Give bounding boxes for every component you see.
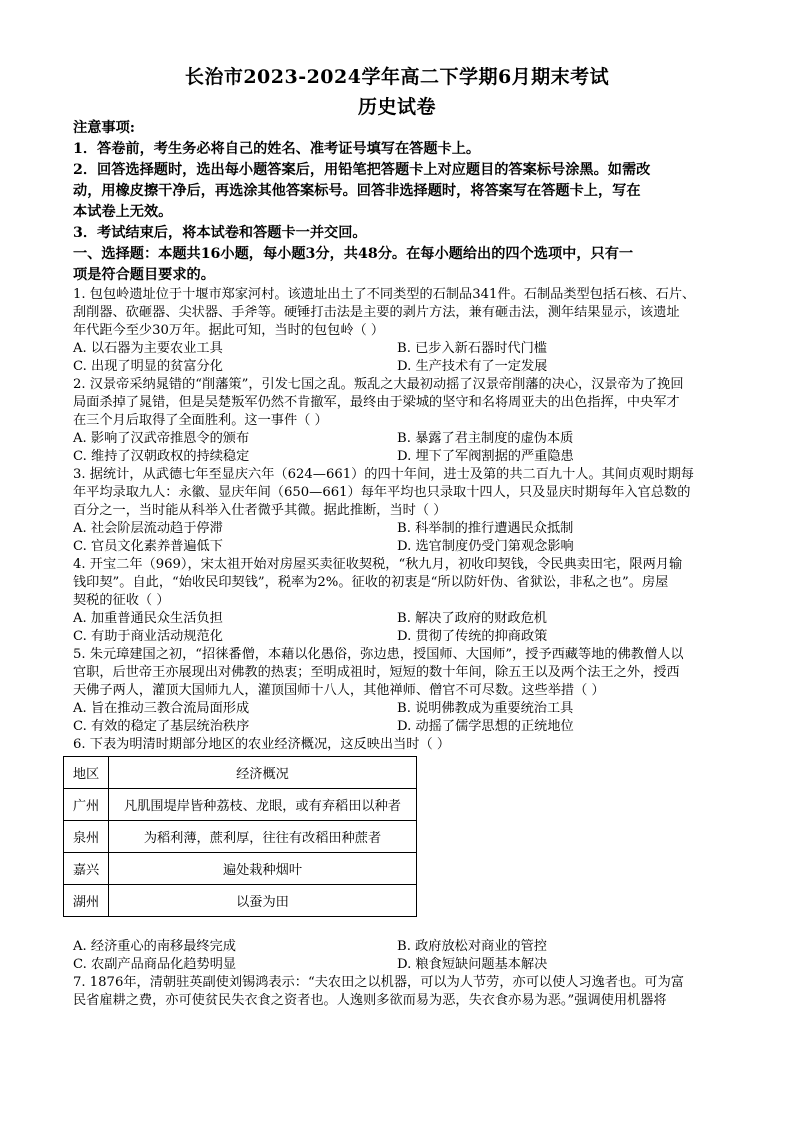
question-text: 5. 朱元璋建国之初，“招徕番僧，本藉以化愚俗，弥边患，授国师、大国师”，授予西藏等地的佛教僧人以 xyxy=(73,647,684,662)
section-heading: 一、选择题：本题共16小题，每小题3分，共48分。在每小题给出的四个选项中，只有一 xyxy=(73,246,634,262)
question-text: 民省雇耕之费，亦可使贫民失衣食之资者也。人逸则多欲而易为恶，失衣食亦易为恶。”强调使用机器将 xyxy=(73,993,667,1008)
table-cell: 凡肌围堤岸皆种荔枝、龙眼，或有弃稻田以种者 xyxy=(109,789,417,821)
table-row xyxy=(64,789,417,821)
table-row xyxy=(64,885,417,917)
exam-subtitle: 历史试卷 xyxy=(357,96,436,118)
option-b: B. 暴露了君主制度的虚伪本质 xyxy=(397,431,574,446)
section-heading: 项是符合题目要求的。 xyxy=(73,267,215,283)
question-text: 4. 开宝二年（969），宋太祖开始对房屋买卖征收契税，“秋九月，初收印契钱，令民典卖田宅，限两月输 xyxy=(73,557,683,572)
question-text: 年代距今至少30万年。据此可知，当时的包包岭（ ） xyxy=(73,323,385,338)
question-text: 百分之一，当时能从科举入仕者微乎其微。据此推断，当时（ ） xyxy=(73,503,447,518)
question-text: 官职，后世帝王亦展现出对佛教的热衷；至明成祖时，短短的数十年间，除五王以及两个法王之外，授西 xyxy=(73,665,680,680)
option-b: B. 解决了政府的财政危机 xyxy=(397,611,547,626)
option-b: B. 说明佛教成为重要统治工具 xyxy=(397,701,574,716)
notice-line: 1．答卷前，考生务必将自己的姓名、准考证号填写在答题卡上。 xyxy=(73,141,481,157)
table-cell: 以蚕为田 xyxy=(109,885,417,917)
option-c: C. 农副产品商品化趋势明显 xyxy=(73,957,237,972)
option-d: D. 粮食短缺问题基本解决 xyxy=(397,957,548,972)
notice-line: 本试卷上无效。 xyxy=(73,204,173,220)
table-cell: 嘉兴 xyxy=(64,853,109,885)
option-d: D. 贯彻了传统的抑商政策 xyxy=(397,629,548,644)
option-d: D. 动摇了儒学思想的正统地位 xyxy=(397,719,574,734)
notice-line: 动，用橡皮擦干净后，再选涂其他答案标号。回答非选择题时，将答案写在答题卡上，写在 xyxy=(73,183,641,199)
question-text: 7. 1876年，清朝驻英副使刘锡鸿表示：“夫农田之以机器，可以为人节劳，亦可以使人习逸者也。可为富 xyxy=(73,975,684,990)
option-c: C. 官员文化素养普遍低下 xyxy=(73,539,223,554)
question-text: 6. 下表为明清时期部分地区的农业经济概况，这反映出当时（ ） xyxy=(73,737,451,752)
question-text: 在三个月后取得了全面胜利。这一事件（ ） xyxy=(73,413,328,428)
question-text: 年平均录取九人：永徽、显庆年间（650—661）每年平均也只录取十四人，只及显庆时期每年入官总数的 xyxy=(73,485,691,500)
option-b: B. 政府放松对商业的管控 xyxy=(397,939,547,954)
question-text: 3. 据统计，从武德七年至显庆六年（624—661）的四十年间，进士及第的共二百九十人。其间贞观时期每 xyxy=(73,467,694,482)
table-cell: 遍处栽种烟叶 xyxy=(109,853,417,885)
option-a: A. 加重普通民众生活负担 xyxy=(73,611,223,626)
table-header-cell: 地区 xyxy=(64,757,109,789)
option-d: D. 选官制度仍受门第观念影响 xyxy=(397,539,574,554)
table-header-row xyxy=(64,757,417,789)
question-text: 局面杀掉了晁错，但是吴楚叛军仍然不肯撤军，最终由于梁城的坚守和名将周亚夫的出色指挥，中央军才 xyxy=(73,395,680,410)
option-b: B. 科举制的推行遭遇民众抵制 xyxy=(397,521,574,536)
question-text: 刮削器、砍砸器、尖状器、手斧等。硬锤打击法是主要的剥片方法，兼有砸击法，测年结果显示，该遗址 xyxy=(73,305,680,320)
option-a: A. 影响了汉武帝推恩令的颁布 xyxy=(73,431,250,446)
option-a: A. 旨在推动三教合流局面形成 xyxy=(73,701,250,716)
option-a: A. 经济重心的南移最终完成 xyxy=(73,939,236,954)
table-row xyxy=(64,821,417,853)
question-text: 钱印契”。自此，“始收民印契钱”，税率为2%。征收的初衷是“所以防奸伪、省狱讼，非私之也”。房屋 xyxy=(73,575,669,590)
option-d: D. 埋下了军阀割据的严重隐患 xyxy=(397,449,574,464)
question-text: 契税的征收（ ） xyxy=(73,593,170,608)
notice-line: 2．回答选择题时，选出每小题答案后，用铅笔把答题卡上对应题目的答案标号涂黑。如需改 xyxy=(73,162,651,178)
exam-title: 长治市2023-2024学年高二下学期6月期末考试 xyxy=(184,66,610,88)
table-row xyxy=(64,853,417,885)
option-c: C. 有效的稳定了基层统治秩序 xyxy=(73,719,250,734)
notice-line: 3．考试结束后，将本试卷和答题卡一并交回。 xyxy=(73,225,367,241)
agri-economy-table xyxy=(63,756,417,917)
option-c: C. 有助于商业活动规范化 xyxy=(73,629,223,644)
table-cell: 广州 xyxy=(64,789,109,821)
option-d: D. 生产技术有了一定发展 xyxy=(397,359,548,374)
table-cell: 为稻利薄，蔗利厚，往往有改稻田种蔗者 xyxy=(109,821,417,853)
question-text: 1. 包包岭遗址位于十堰市郑家河村。该遗址出土了不同类型的石制品341件。石制品类型包括石核、石片、 xyxy=(73,287,696,302)
question-text: 2. 汉景帝采纳晁错的“削藩策”，引发七国之乱。叛乱之大最初动摇了汉景帝削藩的决心，汉景帝为了挽回 xyxy=(73,377,684,392)
option-c: C. 维持了汉朝政权的持续稳定 xyxy=(73,449,250,464)
table-cell: 泉州 xyxy=(64,821,109,853)
question-text: 天佛子两人，灌顶大国师九人，灌顶国师十八人，其他禅师、僧官不可尽数。这些举措（ ） xyxy=(73,683,605,698)
notice-heading: 注意事项: xyxy=(73,120,135,136)
option-c: C. 出现了明显的贫富分化 xyxy=(73,359,223,374)
option-a: A. 以石器为主要农业工具 xyxy=(73,341,223,356)
table-cell: 湖州 xyxy=(64,885,109,917)
option-b: B. 已步入新石器时代门槛 xyxy=(397,341,547,356)
table-header-cell: 经济概况 xyxy=(109,757,417,789)
option-a: A. 社会阶层流动趋于停滞 xyxy=(73,521,223,536)
